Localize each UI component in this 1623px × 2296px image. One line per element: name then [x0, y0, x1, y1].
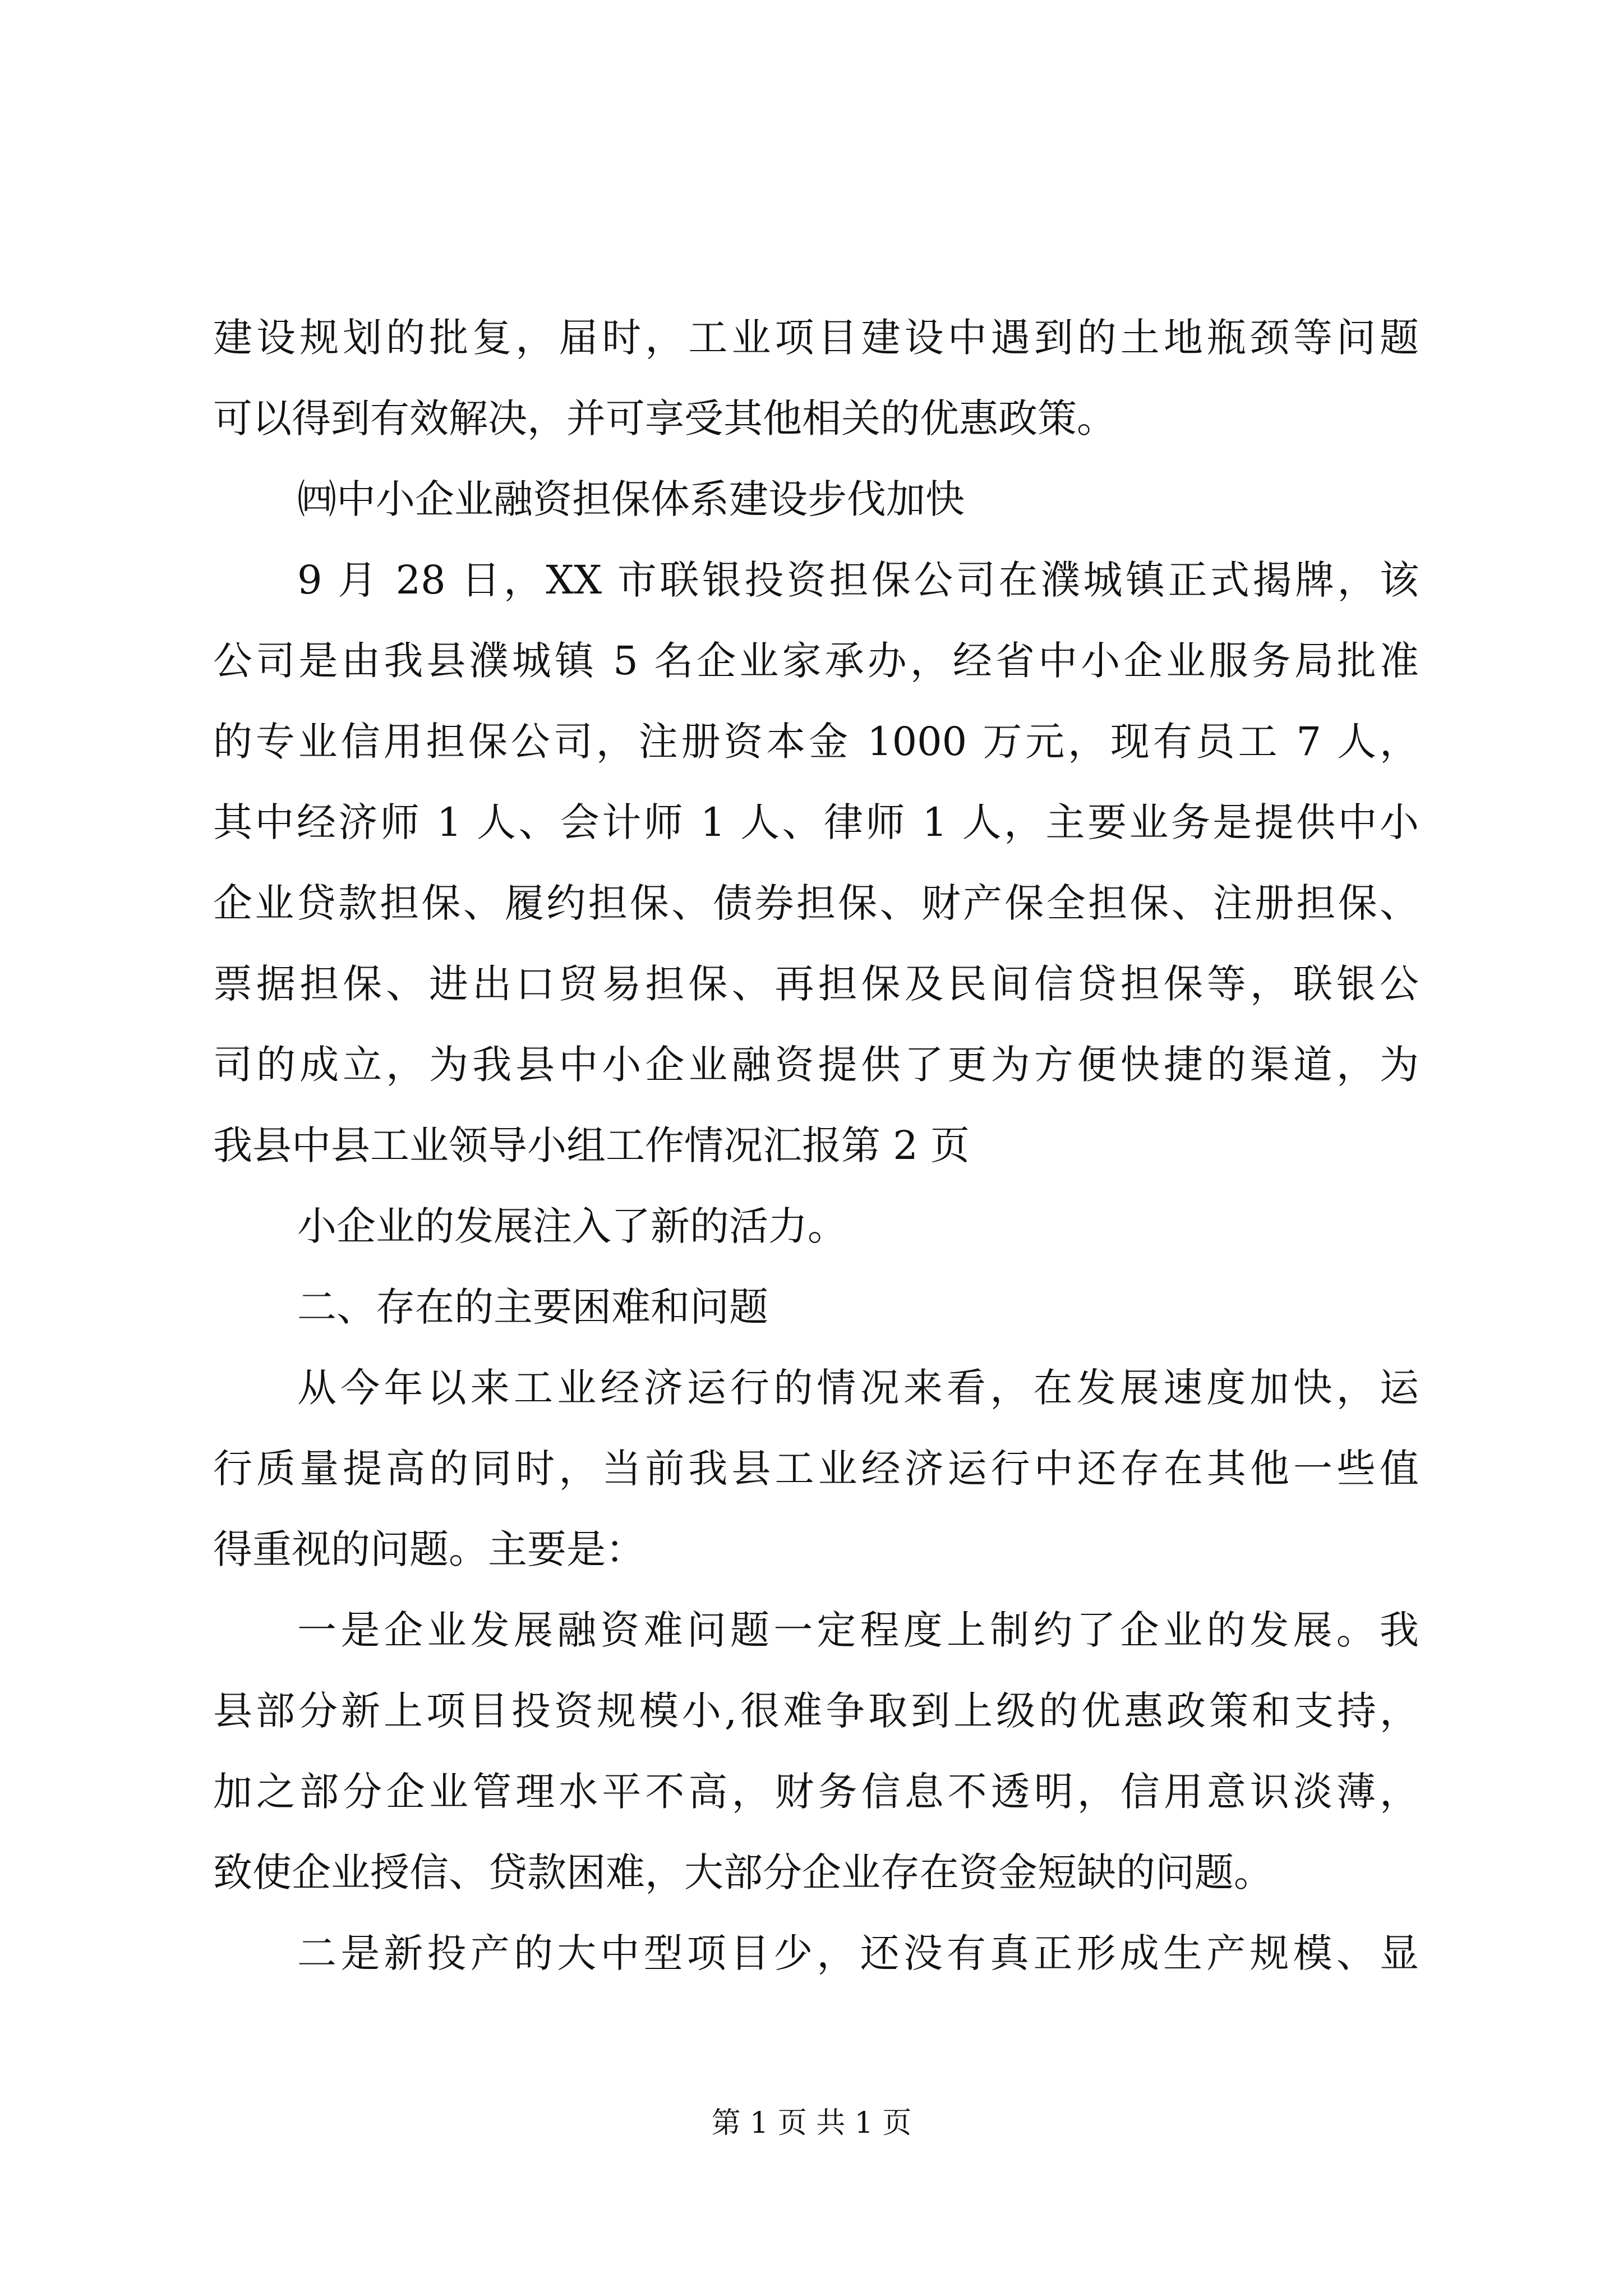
text-line: 二、存在的主要困难和问题	[297, 1284, 768, 1330]
text-line: 我县中县工业领导小组工作情况汇报第 2 页	[213, 1122, 970, 1168]
text-line: 小企业的发展注入了新的活力。	[297, 1203, 847, 1249]
text-line: 其中经济师 1 人、会计师 1 人、律师 1 人，主要业务是提供中小	[213, 799, 1419, 845]
text-line: 司的成立，为我县中小企业融资提供了更为方便快捷的渠道，为	[213, 1042, 1419, 1088]
text-line: 二是新投产的大中型项目少，还没有真正形成生产规模、显	[297, 1930, 1419, 1976]
text-line: 得重视的问题。主要是：	[213, 1526, 645, 1572]
text-line: 的专业信用担保公司，注册资本金 1000 万元，现有员工 7 人，	[213, 719, 1419, 765]
text-line: 行质量提高的同时，当前我县工业经济运行中还存在其他一些值	[213, 1446, 1419, 1492]
text-line: 一是企业发展融资难问题一定程度上制约了企业的发展。我	[297, 1607, 1419, 1653]
text-line: 致使企业授信、贷款困难，大部分企业存在资金短缺的问题。	[213, 1849, 1273, 1895]
text-line: 9 月 28 日，XX 市联银投资担保公司在濮城镇正式揭牌，该	[297, 557, 1419, 603]
text-line: 公司是由我县濮城镇 5 名企业家承办，经省中小企业服务局批准	[213, 638, 1419, 684]
page-footer: 第 1 页 共 1 页	[711, 2106, 912, 2140]
text-line: 建设规划的批复，届时，工业项目建设中遇到的土地瓶颈等问题	[213, 315, 1419, 361]
text-line: 企业贷款担保、履约担保、债券担保、财产保全担保、注册担保、	[213, 880, 1419, 926]
text-line: 加之部分企业管理水平不高，财务信息不透明，信用意识淡薄，	[213, 1769, 1419, 1815]
text-line: 县部分新上项目投资规模小,很难争取到上级的优惠政策和支持，	[213, 1688, 1419, 1734]
text-line: 票据担保、进出口贸易担保、再担保及民间信贷担保等，联银公	[213, 961, 1419, 1007]
text-line: 可以得到有效解决，并可享受其他相关的优惠政策。	[213, 395, 1116, 441]
text-line: 从今年以来工业经济运行的情况来看，在发展速度加快，运	[297, 1365, 1419, 1411]
document-body	[213, 297, 1419, 1994]
text-line: ㈣中小企业融资担保体系建设步伐加快	[297, 476, 965, 522]
